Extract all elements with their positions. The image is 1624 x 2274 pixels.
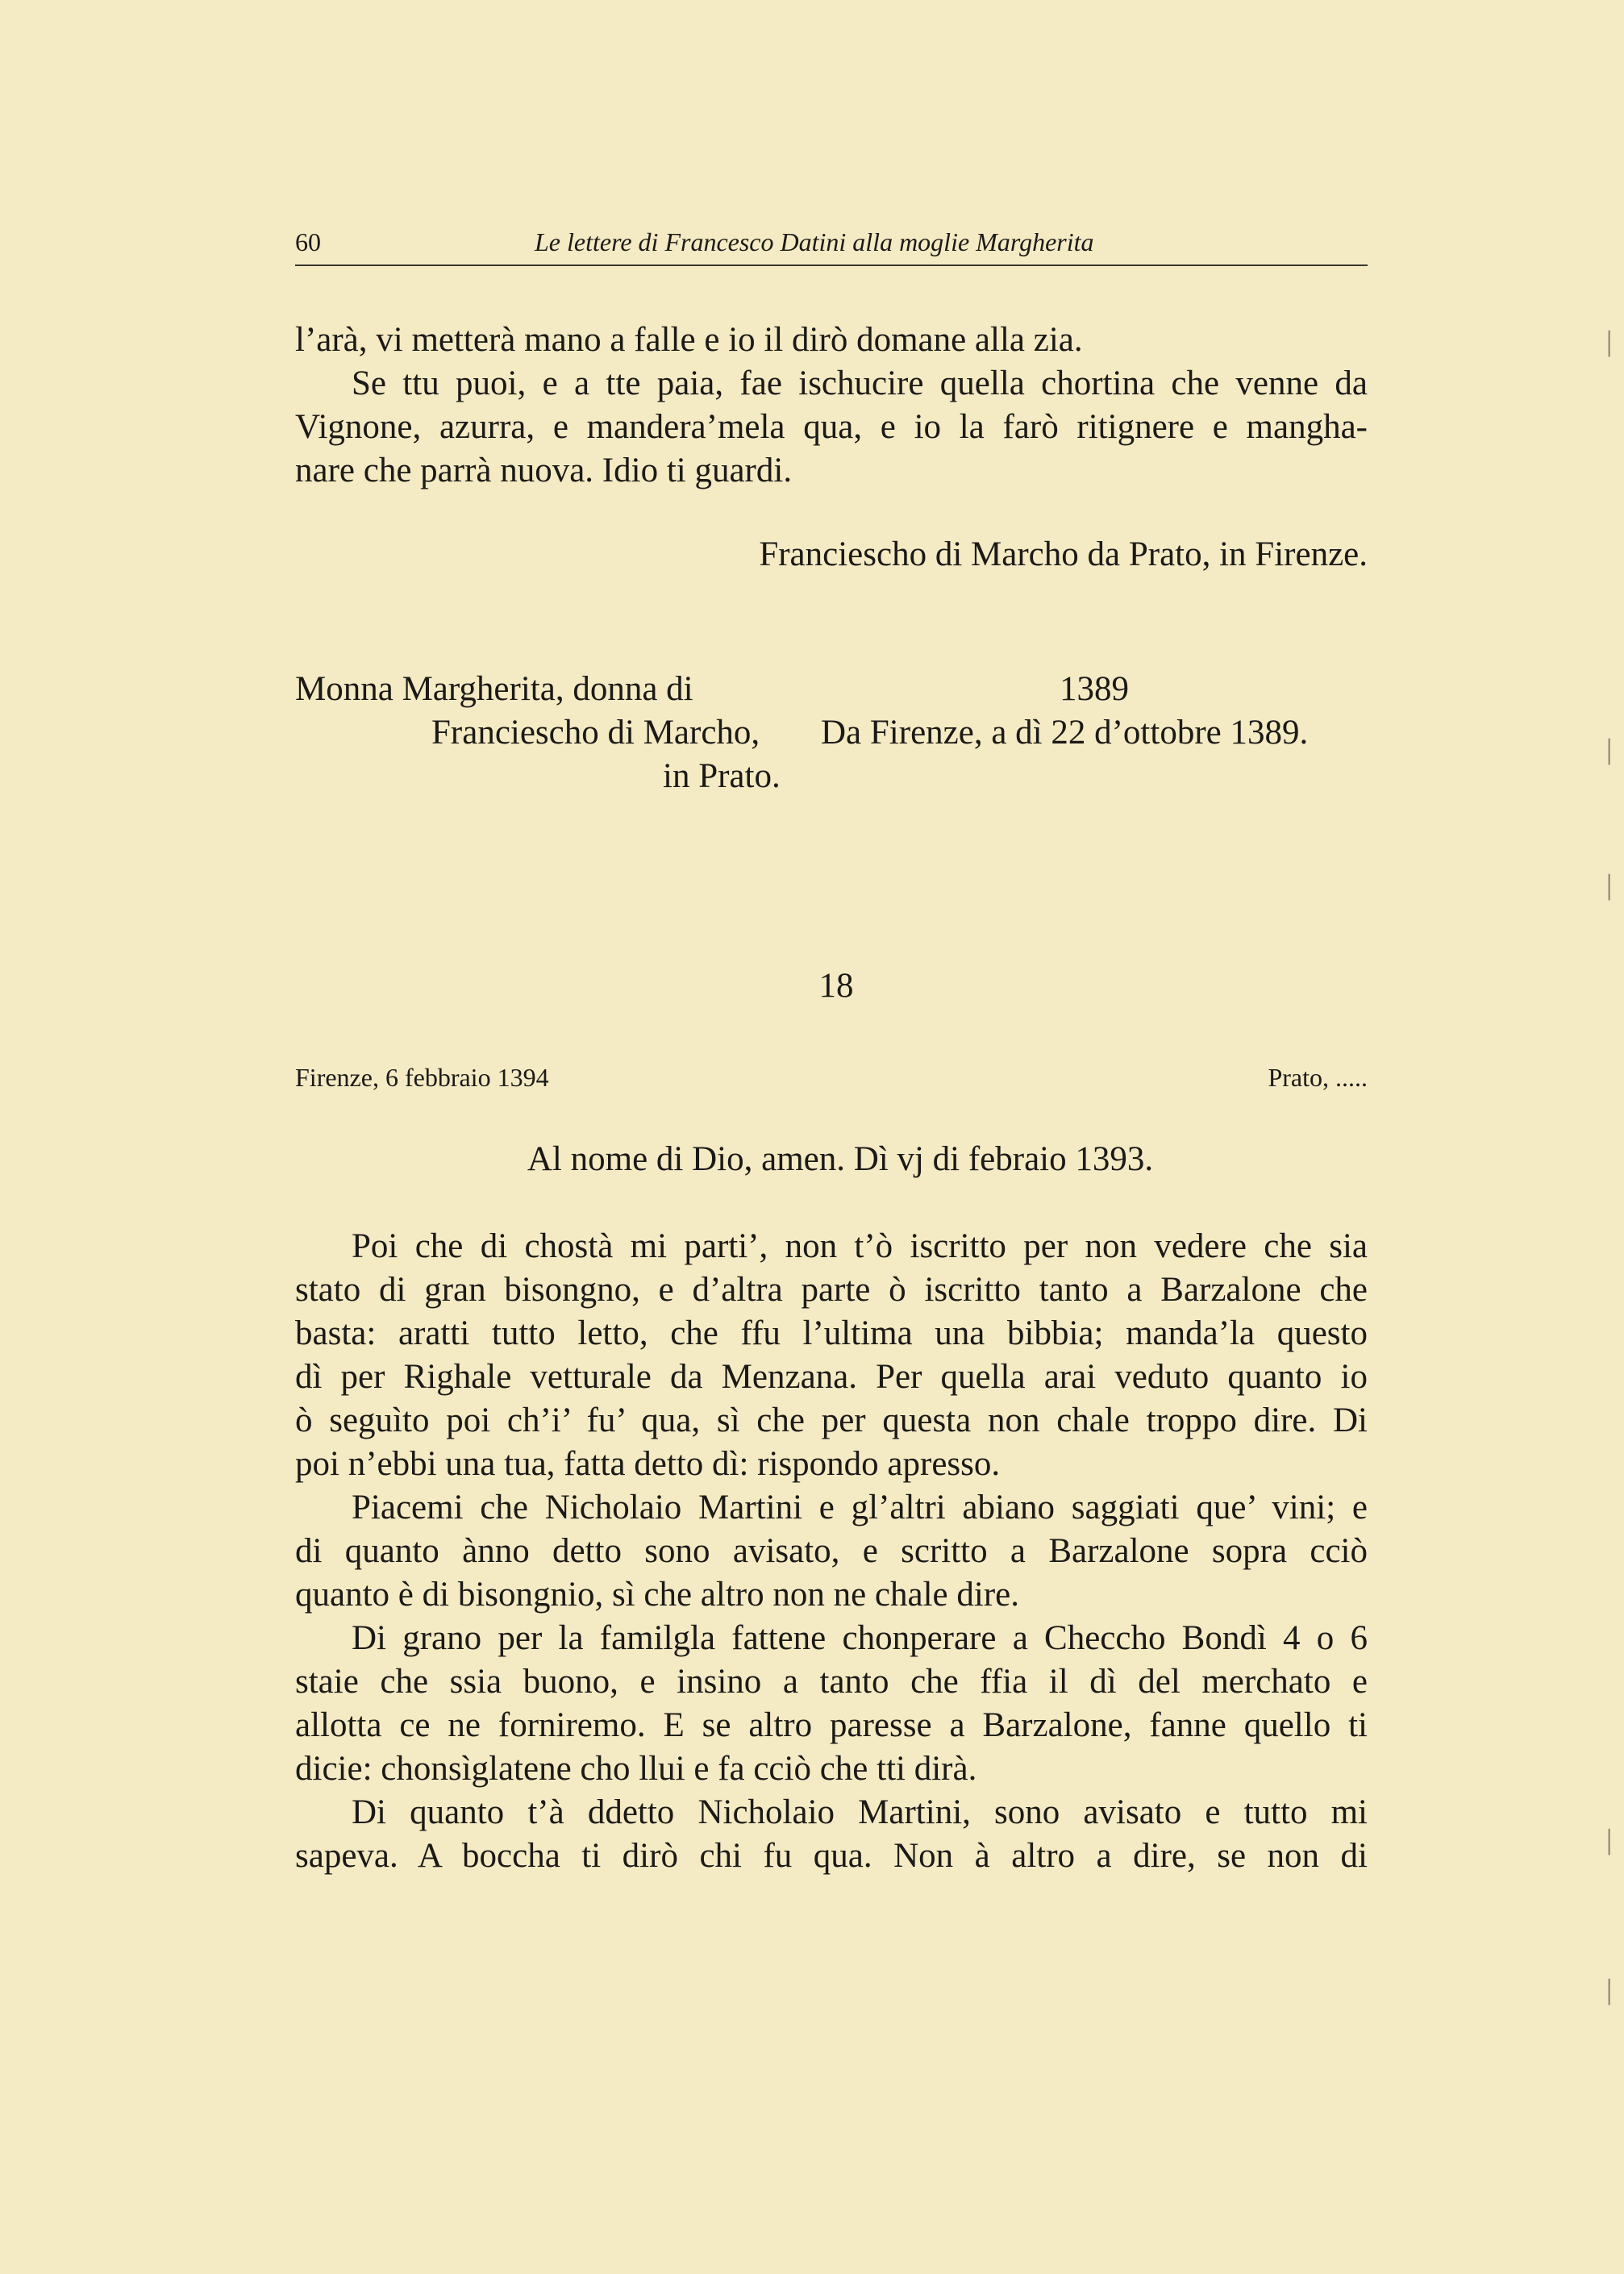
dateline: Da Firenze, a dì 22 d’ottobre 1389.	[821, 714, 1309, 752]
text-line: staie che ssia buono, e insino a tanto che ffia il dì del merchato e	[295, 1663, 1368, 1701]
text-line: Piacemi che Nicholaio Martini e gl’altri abiano saggiati que’ vini; e	[352, 1489, 1368, 1526]
text-line: Se ttu puoi, e a tte paia, fae ischucire quella chortina che venne da	[352, 364, 1368, 402]
text-line: Poi che di chostà mi parti’, non t’ò iscritto per non vedere che sia	[352, 1227, 1368, 1265]
letter-invocation: Al nome di Dio, amen. Dì vj di febraio 1393.	[527, 1140, 1154, 1178]
recipient-place: Prato, .....	[1268, 1063, 1368, 1092]
letter-place-date: Firenze, 6 febbraio 1394	[295, 1063, 549, 1092]
running-title: Le lettere di Francesco Datini alla moglie Margherita	[535, 227, 1094, 256]
margin-mark: |	[1606, 868, 1613, 901]
address-line: in Prato.	[663, 757, 781, 795]
text-line: nare che parrà nuova. Idio ti guardi.	[295, 452, 793, 489]
text-line: stato di gran bisongno, e d’altra parte ò iscritto tanto a Barzalone che	[295, 1271, 1368, 1309]
letter-number: 18	[818, 967, 854, 1005]
signature-line: Franciescho di Marcho da Prato, in Firenze.	[759, 535, 1368, 573]
continued-letter-body	[295, 319, 1368, 493]
text-line: dicie: chonsìglatene cho llui e fa cciò che tti dirà.	[295, 1750, 977, 1788]
text-line: poi n’ebbi una tua, fatta detto dì: rispondo apresso.	[295, 1445, 1001, 1483]
margin-mark: |	[1606, 733, 1613, 765]
running-head	[295, 224, 1368, 266]
text-line: Vignone, azurra, e mandera’mela qua, e io la farò ritignere e mangha-	[295, 408, 1368, 446]
margin-mark: |	[1606, 1823, 1613, 1855]
text-line: dì per Righale vetturale da Menzana. Per quella arai veduto quanto io	[295, 1358, 1368, 1396]
page-number: 60	[295, 227, 321, 256]
address-line: Franciescho di Marcho,	[431, 714, 760, 752]
text-line: quanto è di bisongnio, sì che altro non ne chale dire.	[295, 1576, 1019, 1614]
address-line: Monna Margherita, donna di	[295, 670, 693, 708]
text-line: di quanto ànno detto sono avisato, e scritto a Barzalone sopra cciò	[295, 1532, 1368, 1570]
text-line: ò seguìto poi ch’i’ fu’ qua, sì che per questa non chale troppo dire. Di	[295, 1401, 1368, 1439]
text-line: Di quanto t’à ddetto Nicholaio Martini, sono avisato e tutto mi	[352, 1793, 1368, 1831]
text-line: basta: aratti tutto letto, che ffu l’ultima una bibbia; manda’la questo	[295, 1314, 1368, 1352]
margin-mark: |	[1606, 1973, 1613, 2005]
letter-body	[295, 1225, 1368, 1878]
text-line: sapeva. A boccha ti dirò chi fu qua. Non à altro a dire, se non di	[295, 1837, 1368, 1875]
text-line: Di grano per la familgla fattene chonperare a Checcho Bondì 4 o 6	[352, 1619, 1368, 1657]
margin-mark: |	[1606, 325, 1613, 357]
text-line: allotta ce ne forniremo. E se altro paresse a Barzalone, fanne quello ti	[295, 1706, 1368, 1744]
text-line: l’arà, vi metterà mano a falle e io il dirò domane alla zia.	[295, 321, 1083, 359]
address-year: 1389	[1060, 670, 1129, 708]
